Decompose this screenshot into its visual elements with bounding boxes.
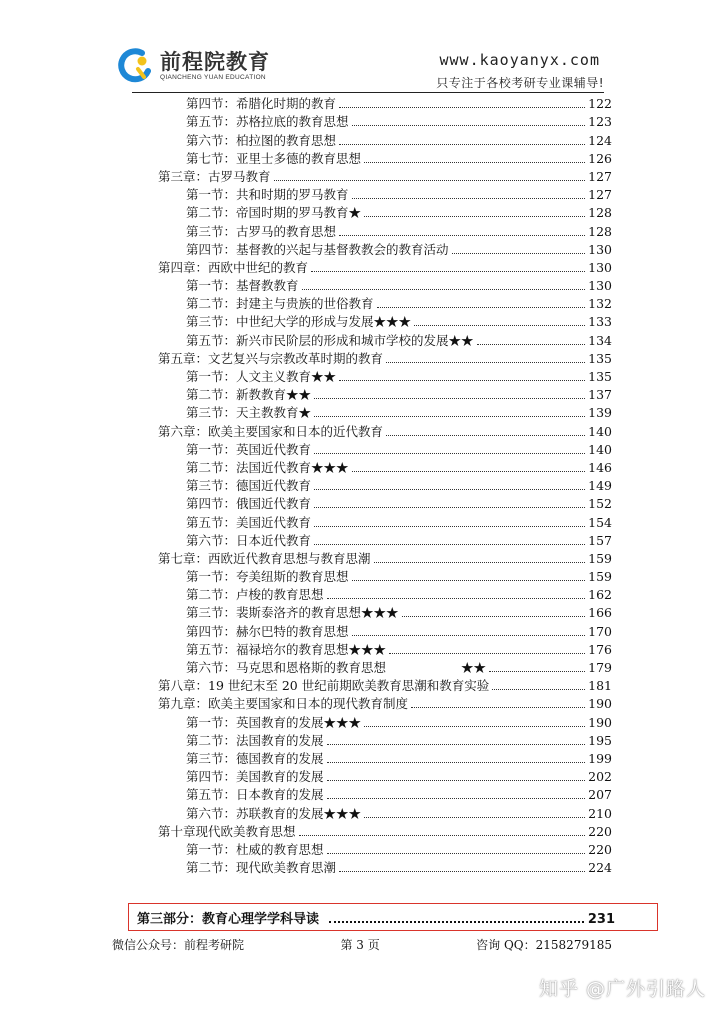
page-footer [112, 936, 612, 953]
dot-leader [327, 744, 586, 745]
toc-entry[interactable] [158, 112, 612, 130]
toc-entry-page: 159 [588, 550, 612, 566]
toc-entry-title: 第二节：帝国时期的罗马教育★ [186, 205, 362, 221]
footer-wechat: 微信公众号：前程考研院 [112, 938, 245, 952]
toc-entry[interactable] [158, 603, 612, 621]
dot-leader [411, 707, 585, 708]
toc-entry[interactable] [158, 840, 612, 858]
dot-leader [314, 453, 585, 454]
dot-leader [314, 526, 585, 527]
toc-entry-title: 第五节：日本教育的发展 [186, 787, 324, 803]
toc-entry[interactable] [158, 621, 612, 639]
toc-entry-page: 139 [588, 405, 612, 421]
toc-entry-title: 第二节：新教教育★★ [186, 387, 312, 403]
toc-entry-title: 第三章：古罗马教育 [158, 168, 271, 184]
logo-icon [118, 47, 154, 83]
toc-entry-page: 128 [588, 223, 612, 239]
toc-entry-page: 127 [588, 168, 612, 184]
header-divider [132, 92, 604, 93]
toc-entry-page: 190 [588, 696, 612, 712]
toc-entry[interactable] [158, 531, 612, 549]
toc-entry-page: 199 [588, 750, 612, 766]
toc-entry-page: 133 [588, 314, 612, 330]
toc-entry-title: 第一节：英国近代教育 [186, 441, 312, 457]
toc-entry[interactable] [158, 512, 612, 530]
dot-leader [452, 253, 586, 254]
website-url: www.kaoyanyx.com [439, 51, 600, 69]
watermark: 知乎 @广外引路人 [538, 978, 706, 1000]
toc-entry-page: 154 [588, 514, 612, 530]
toc-entry-title: 第八章：19 世纪末至 20 世纪前期欧美教育思潮和教育实验 [158, 678, 490, 694]
toc-entry-page: 220 [588, 841, 612, 857]
page-header [0, 0, 720, 92]
toc-entry[interactable] [158, 803, 612, 821]
toc-entry-page: 140 [588, 441, 612, 457]
toc-entry-page: 140 [588, 423, 612, 439]
toc-entry[interactable] [158, 640, 612, 658]
toc-entry[interactable] [158, 476, 612, 494]
toc-entry-title: 第五节：美国近代教育 [186, 514, 312, 530]
dot-leader [492, 689, 585, 690]
toc-entry[interactable] [158, 822, 612, 840]
toc-entry-title: 第三节：天主教教育★ [186, 405, 312, 421]
toc-entry[interactable] [158, 240, 612, 258]
toc-entry-title: 第五节：新兴市民阶层的形成和城市学校的发展★★ [186, 332, 474, 348]
dot-leader [327, 798, 586, 799]
toc-entry-page: 224 [588, 860, 612, 876]
toc-entry-page: 166 [588, 605, 612, 621]
toc-entry[interactable] [158, 585, 612, 603]
toc-entry-page: 210 [588, 805, 612, 821]
toc-entry[interactable] [158, 312, 612, 330]
toc-entry-title: 第六节：柏拉图的教育思想 [186, 132, 337, 148]
toc-entry[interactable] [158, 567, 612, 585]
toc-entry-page: 190 [588, 714, 612, 730]
footer-page-number: 第 3 页 [340, 938, 380, 952]
toc-entry[interactable] [158, 385, 612, 403]
toc-entry-page: 122 [588, 96, 612, 112]
toc-entry[interactable] [158, 276, 612, 294]
toc-entry-title: 第四节：美国教育的发展 [186, 769, 324, 785]
dot-leader [327, 762, 586, 763]
toc-entry[interactable] [158, 731, 612, 749]
toc-entry[interactable] [158, 258, 612, 276]
brand-name: 前程院教育 [160, 49, 270, 74]
dot-leader [327, 598, 586, 599]
dot-leader [339, 235, 585, 236]
toc-entry-page: 146 [588, 459, 612, 475]
part3-page: 231 [587, 912, 615, 927]
toc-entry-title: 第六节：日本近代教育 [186, 532, 312, 548]
dot-leader [364, 817, 585, 818]
toc-entry-page: 127 [588, 187, 612, 203]
toc-entry-title: 第二节：法国教育的发展 [186, 732, 324, 748]
dot-leader [389, 653, 585, 654]
toc-entry[interactable] [158, 494, 612, 512]
dot-leader [489, 671, 585, 672]
toc-entry-title: 第一节：基督教教育 [186, 278, 299, 294]
toc-entry[interactable] [158, 749, 612, 767]
toc-entry-title: 第七节：亚里士多德的教育思想 [186, 150, 362, 166]
toc-entry-page: 202 [588, 769, 612, 785]
toc-entry-title: 第六章：欧美主要国家和日本的近代教育 [158, 423, 384, 439]
toc-entry[interactable] [158, 858, 612, 876]
toc-entry-page: 123 [588, 114, 612, 130]
toc-entry-title: 第一节：共和时期的罗马教育 [186, 187, 349, 203]
dot-leader [364, 726, 585, 727]
toc-entry-page: 132 [588, 296, 612, 312]
toc-entry[interactable] [158, 785, 612, 803]
toc-entry-page: 170 [588, 623, 612, 639]
dot-leader [352, 471, 586, 472]
brand-subtitle: QIANCHENG YUAN EDUCATION [160, 73, 266, 81]
toc-entry-title: 第二节：封建主与贵族的世俗教育 [186, 296, 374, 312]
dot-leader [302, 289, 586, 290]
dot-leader [339, 380, 585, 381]
brand-logo [118, 42, 270, 88]
toc-entry[interactable] [158, 349, 612, 367]
toc-entry-page: 135 [588, 350, 612, 366]
toc-entry-page: 207 [588, 787, 612, 803]
toc-entry-title: 第四章：西欧中世纪的教育 [158, 259, 309, 275]
toc-entry-title: 第二节：现代欧美教育思潮 [186, 860, 337, 876]
dot-leader [477, 344, 586, 345]
toc-entry-title: 第一节：人文主义教育★★ [186, 369, 337, 384]
dot-leader [314, 489, 585, 490]
part3-highlight-box [128, 903, 658, 931]
toc-entry-title: 第三节：德国教育的发展 [186, 750, 324, 766]
toc-entry[interactable] [158, 367, 612, 385]
toc-entry-title: 第一节：夸美纽斯的教育思想 [186, 569, 349, 585]
toc-entry-page: 130 [588, 278, 612, 294]
toc-entry-page: 176 [588, 641, 612, 657]
toc-entry-page: 128 [588, 205, 612, 221]
dot-leader [352, 198, 586, 199]
toc-entry[interactable] [158, 221, 612, 239]
dot-leader [364, 216, 585, 217]
dot-leader [364, 162, 585, 163]
table-of-contents [158, 94, 612, 876]
toc-entry-page: 149 [588, 478, 612, 494]
dot-leader [274, 180, 586, 181]
dot-leader [327, 780, 586, 781]
dot-leader [299, 835, 586, 836]
toc-entry-title: 第三节：德国近代教育 [186, 478, 312, 494]
toc-entry-page: 181 [588, 678, 612, 694]
toc-entry[interactable] [158, 421, 612, 439]
toc-entry-title: 第一节：杜威的教育思想 [186, 841, 324, 857]
dot-leader [386, 362, 585, 363]
dot-leader [311, 271, 585, 272]
footer-qq: 咨询 QQ：2158279185 [476, 938, 612, 952]
dot-leader [352, 635, 586, 636]
slogan: 只专注于各校考研专业课辅导! [436, 76, 604, 90]
dot-leader [386, 435, 585, 436]
toc-entry[interactable] [158, 767, 612, 785]
dot-leader [329, 921, 584, 923]
dot-leader [314, 507, 585, 508]
toc-entry-title: 第二节：卢梭的教育思想 [186, 587, 324, 603]
toc-entry-title: 第三节：中世纪大学的形成与发展★★★ [186, 314, 412, 330]
toc-entry[interactable] [158, 330, 612, 348]
dot-leader [339, 144, 585, 145]
toc-entry-title: 第六节：苏联教育的发展★★★ [186, 805, 362, 821]
dot-leader [314, 416, 585, 417]
toc-entry[interactable] [158, 203, 612, 221]
dot-leader [402, 616, 586, 617]
dot-leader [339, 871, 585, 872]
toc-entry-page: 157 [588, 532, 612, 548]
toc-entry-title: 第五章：文艺复兴与宗教改革时期的教育 [158, 350, 384, 366]
toc-entry-page: 126 [588, 150, 612, 166]
toc-entry-title: 第一节：英国教育的发展★★★ [186, 714, 362, 730]
dot-leader [374, 562, 586, 563]
toc-entry-page: 179 [588, 660, 612, 675]
toc-entry[interactable] [158, 676, 612, 694]
dot-leader [314, 544, 585, 545]
part3-entry[interactable] [137, 908, 615, 927]
toc-entry[interactable] [158, 94, 612, 112]
toc-entry-title: 第五节：福禄培尔的教育思想★★★ [186, 641, 387, 657]
toc-entry-title: 第三节：裴斯泰洛齐的教育思想★★★ [186, 605, 399, 621]
dot-leader [414, 325, 585, 326]
toc-entry-page: 135 [588, 369, 612, 384]
toc-entry-page: 159 [588, 569, 612, 585]
toc-entry-title: 第四节：赫尔巴特的教育思想 [186, 623, 349, 639]
toc-entry-title: 第四节：基督教的兴起与基督教教会的教育活动 [186, 241, 449, 257]
toc-entry-title: 第二节：法国近代教育★★★ [186, 459, 349, 475]
toc-entry-page: 130 [588, 259, 612, 275]
dot-leader [339, 107, 585, 108]
toc-entry-page: 195 [588, 732, 612, 748]
dot-leader [352, 125, 586, 126]
toc-entry-page: 134 [588, 332, 612, 348]
toc-entry-title: 第十章现代欧美教育思想 [158, 823, 296, 839]
toc-entry-page: 124 [588, 132, 612, 148]
toc-entry-page: 137 [588, 387, 612, 403]
toc-entry[interactable] [158, 712, 612, 730]
dot-leader [327, 853, 586, 854]
toc-entry[interactable] [158, 149, 612, 167]
toc-entry-title: 第四节：希腊化时期的教育 [186, 96, 337, 112]
toc-entry[interactable] [158, 549, 612, 567]
part3-title: 第三部分：教育心理学学科导读 [137, 912, 320, 927]
toc-entry-title: 第六节：马克思和恩格斯的教育思想 ★★ [186, 660, 487, 675]
toc-entry-page: 130 [588, 241, 612, 257]
toc-entry-page: 152 [588, 496, 612, 512]
toc-entry[interactable] [158, 185, 612, 203]
toc-entry-page: 220 [588, 823, 612, 839]
dot-leader [314, 398, 585, 399]
toc-entry-title: 第四节：俄国近代教育 [186, 496, 312, 512]
toc-entry-title: 第七章：西欧近代教育思想与教育思潮 [158, 550, 371, 566]
toc-entry-title: 第五节：苏格拉底的教育思想 [186, 114, 349, 130]
toc-entry[interactable] [158, 294, 612, 312]
toc-entry[interactable] [158, 440, 612, 458]
dot-leader [352, 580, 586, 581]
toc-entry[interactable] [158, 403, 612, 421]
toc-entry-page: 162 [588, 587, 612, 603]
toc-entry-title: 第九章：欧美主要国家和日本的现代教育制度 [158, 696, 409, 712]
toc-entry[interactable] [158, 694, 612, 712]
toc-entry-title: 第三节：古罗马的教育思想 [186, 223, 337, 239]
toc-entry[interactable] [158, 658, 612, 676]
toc-entry[interactable] [158, 458, 612, 476]
toc-entry[interactable] [158, 130, 612, 148]
dot-leader [377, 307, 586, 308]
toc-entry[interactable] [158, 167, 612, 185]
